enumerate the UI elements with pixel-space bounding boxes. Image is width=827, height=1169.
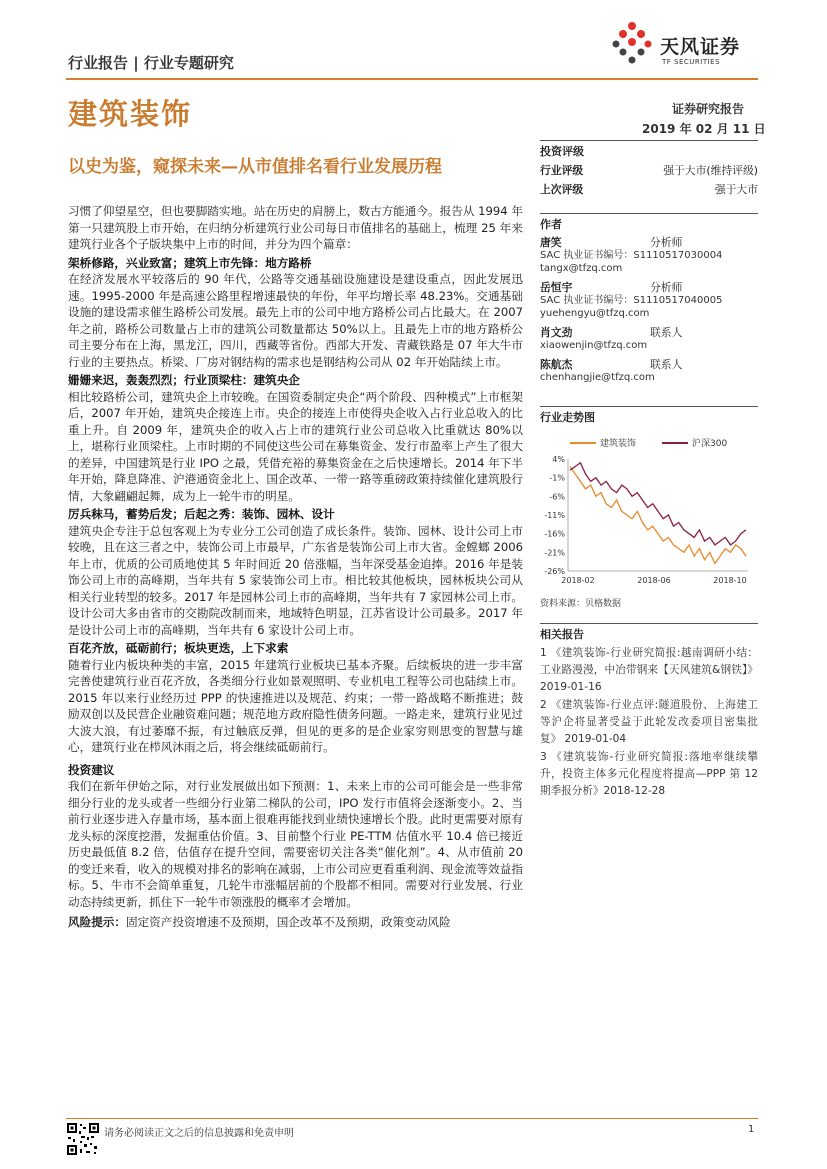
section-title: 百花齐放，砥砺前行；板块更迭，上下求索 [68,641,289,655]
section-title: 厉兵秣马，蓄势后发；后起之秀：装饰、园林、设计 [68,507,335,521]
related-report-link[interactable]: 1 《建筑装饰-行业研究简报:越南调研小结：工业路漫漫，中冶带钢来【天风建筑&钢铁】》 2019-01-16 [540,647,758,693]
rating-key: 行业评级 [540,164,584,177]
page-number: 1 [748,1124,755,1135]
chart-source: 资料来源：贝格数据 [540,599,622,609]
legend-label: 沪深300 [692,439,728,449]
logo-text-cn: 天风证券 [660,36,741,58]
section-paragraph: 我们在新年伊始之际，对行业发展做出如下预测：1、未来上市的公司可能会是一些非常细分行业的龙头或者一些细分行业第二梯队的公司，IPO 发行市值将会逐渐变小。2、当前行业逐步进入存量市场，基本面上很难再能找到业绩快速增长个股。此时更需要对原有龙头标的深度挖潜，发掘重估价值。3、目前整个行业 PE-TTM 估值水平 10.4 倍已接近历史最低值 8.2 倍，估值存在提升空间，需要密切关注各类“催化剂”。4、从市值前 20 的变迁来看，收入的规模对排名的影响在减弱，上市公司应更看重利润、现金流等效益指标。5、牛市不会简单重复，几轮牛市涨幅居前的个股都不相同。需要对行业发展、行业动态持续更新，抓住下一轮牛市领涨股的概率才会增加。 [68,779,523,909]
y-tick-label: -26% [544,567,565,576]
x-tick-label: 2018-06 [637,576,671,585]
x-tick-label: 2018-02 [561,576,595,585]
section-title: 架桥修路，兴业致富；建筑上市先锋：地方路桥 [68,255,312,270]
rating-key: 上次评级 [540,183,584,196]
trend-chart-svg [540,431,758,591]
analyst-card [540,236,758,275]
related-report-link[interactable]: 2 《建筑装饰-行业点评:隧道股份、上海建工等沪企将显著受益于此轮发改委项目密集批复》 2019-01-04 [540,699,758,745]
logo-text-en: TF SECURITIES [662,58,721,66]
analyst-role: 联系人 [650,358,683,371]
legend-label: 建筑装饰 [600,439,637,449]
y-tick-label: -16% [544,529,565,539]
section-paragraph: 在经济发展水平较落后的 90 年代，公路等交通基础设施建设是建设重点，因此发展迅速。1995-2000 年是高速公路里程增速最快的年份，年平均增长率 48.23%。交通基础设施的建设需求催生路桥公司发展。最先上市的公司中地方路桥公司占比最大。在 2007 年之前，路桥公司数量占上市的建筑公司数量都达 50%以上。且最先上市的地方路桥公司主要分布在上海，黑龙江，四川，西藏等省份。西部大开发、青藏铁路是 07 年大牛市行业的主要热点。桥梁、厂房对钢结构的需求也是钢结构公司从 02 年开始陆续上市。 [68,272,523,369]
related-title: 相关报告 [540,623,758,644]
breadcrumb: 行业报告 | 行业专题研究 [68,54,234,72]
analyst-email[interactable]: chenhangjie@tfzq.com [540,372,655,383]
y-tick-label: -6% [549,492,565,502]
analyst-name: 肖文劲 [540,326,573,339]
risk-label: 风险提示： [68,915,126,929]
section-title: 投资建议 [68,762,115,777]
y-tick-label: -1% [549,473,565,483]
analyst-role: 分析师 [650,281,683,294]
analyst-card [540,281,758,320]
analyst-email[interactable]: xiaowenjin@tfzq.com [540,340,648,351]
analyst-name: 陈航杰 [540,358,573,371]
logo-mark-icon [610,20,656,68]
rating-value: 强于大市 [714,183,758,196]
section-title: 姗姗来迟，轰轰烈烈；行业顶梁柱：建筑央企 [68,373,300,387]
analyst-role: 联系人 [650,326,683,339]
author-title: 作者 [540,213,758,234]
footer-divider [66,1118,758,1119]
y-tick-label: -21% [544,548,565,558]
rating-row [540,161,758,180]
analyst-role: 分析师 [650,236,683,249]
analyst-name: 唐笑 [540,236,562,249]
analyst-card [540,326,758,352]
risk-paragraph [68,914,523,931]
rating-row [540,180,758,199]
analyst-name: 岳恒宇 [540,281,573,294]
y-tick-label: 4% [552,455,565,464]
section-paragraph: 建筑央企专注于总包客观上为专业分工公司创造了成长条件。装饰、园林、设计公司上市较晚，且在这三者之中，装饰公司上市最早，广东省是装饰公司上市大省。金螳螂 2006 年上市，优质的公司质地使其 5 年时间近 20 倍涨幅，当年深受基金追捧。2016 年是装饰公司上市的高峰期，当年共有 5 家装饰公司上市。相比较其他板块，园林板块公司从相关行业转型的较多。2017 年是园林公司上市的高峰期，当年共有 7 家园林公司上市。设计公司大多由省市的交勘院改制而来，地域特色明显，江苏省设计公司最多。2017 年是设计公司上市的高峰期，当年共有 6 家设计公司上市。 [68,523,523,637]
rating-value: 强于大市(维持评级) [663,164,758,177]
qr-code-icon [66,1122,100,1156]
report-type: 证券研究报告 [672,102,745,116]
analyst-cert: SAC 执业证书编号：S1110517030004 [540,250,723,261]
rating-title: 投资评级 [540,140,758,161]
report-body [68,203,523,931]
analyst-email[interactable]: yuehengyu@tfzq.com [540,308,650,319]
intro-paragraph: 习惯了仰望星空，但也要脚踏实地。站在历史的肩膀上，数古方能通今。报告从 1994 年第一只建筑股上市开始，在归纳分析建筑行业公司每日市值排名的基础上，梳理 25 年来建筑行业各个子版块集中上市的时间，并分为四个篇章： [68,204,523,251]
y-tick-label: -11% [544,511,565,520]
company-logo [610,20,760,72]
series-line [570,467,746,564]
report-date: 2019 年 02 月 11 日 [642,122,766,136]
footer-disclaimer: 请务必阅读正文之后的信息披露和免责申明 [104,1128,294,1139]
header-divider [66,78,758,80]
trend-chart [540,431,758,594]
sidebar [540,140,758,800]
risk-text: 固定资产投资增速不及预期，国企改革不及预期，政策变动风险 [125,915,451,929]
analyst-card [540,358,758,384]
analyst-cert: SAC 执业证书编号：S1110517040005 [540,295,723,306]
industry-title: 建筑装饰 [68,97,193,131]
section-paragraph: 随着行业内板块种类的丰富，2015 年建筑行业板块已基本齐聚。后续板块的进一步丰富完善使建筑行业百花齐放，各类细分行业如景观照明、专业机电工程等公司也陆续上市。2015 年以来行业经历过 PPP 的快速推进以及规范、约束；一带一路战略不断推进；鼓励双创以及民营企业融资难问题；规范地方政府隐性债务问题。一路走来，建筑行业见过大波大浪，有过萎靡不振，有过触底反弹，但见的更多的是企业家穷则思变的智慧与雄心，建筑行业在栉风沐雨之后，将会继续砥砺前行。 [68,657,523,754]
report-title: 以史为鉴，窥探未来—从市值排名看行业发展历程 [68,157,442,177]
x-tick-label: 2018-10 [713,576,747,585]
analyst-email[interactable]: tangx@tfzq.com [540,263,623,274]
section-paragraph: 相比较路桥公司，建筑央企上市较晚。在国资委制定央企“两个阶段、四种模式”上市框架后，2007 年开始，建筑央企接连上市。央企的接连上市使得央企收入占行业总收入的比重上升。自 2009 年，建筑央企的收入占上市的建筑行业公司总收入比重就达 80%以上，堪称行业顶梁柱。上市时期的不同使这些公司在募集资金、发行市盈率上产生了很大的差异，中国建筑是行业 IPO 之最，凭借充裕的募集资金在之后快速增长。2014 年下半年开始，降息降准、沪港通资金北上、国企改革、一带一路等重磅政策持续催化建筑股行情，大象翩翩起舞，成为上一轮牛市的明星。 [68,389,523,503]
related-report-link[interactable]: 3 《建筑装饰-行业研究简报:落地率继续攀升，投资主体多元化程度将提高—PPP 第 12 期季报分析》2018-12-28 [540,751,758,797]
chart-title: 行业走势图 [540,406,758,427]
